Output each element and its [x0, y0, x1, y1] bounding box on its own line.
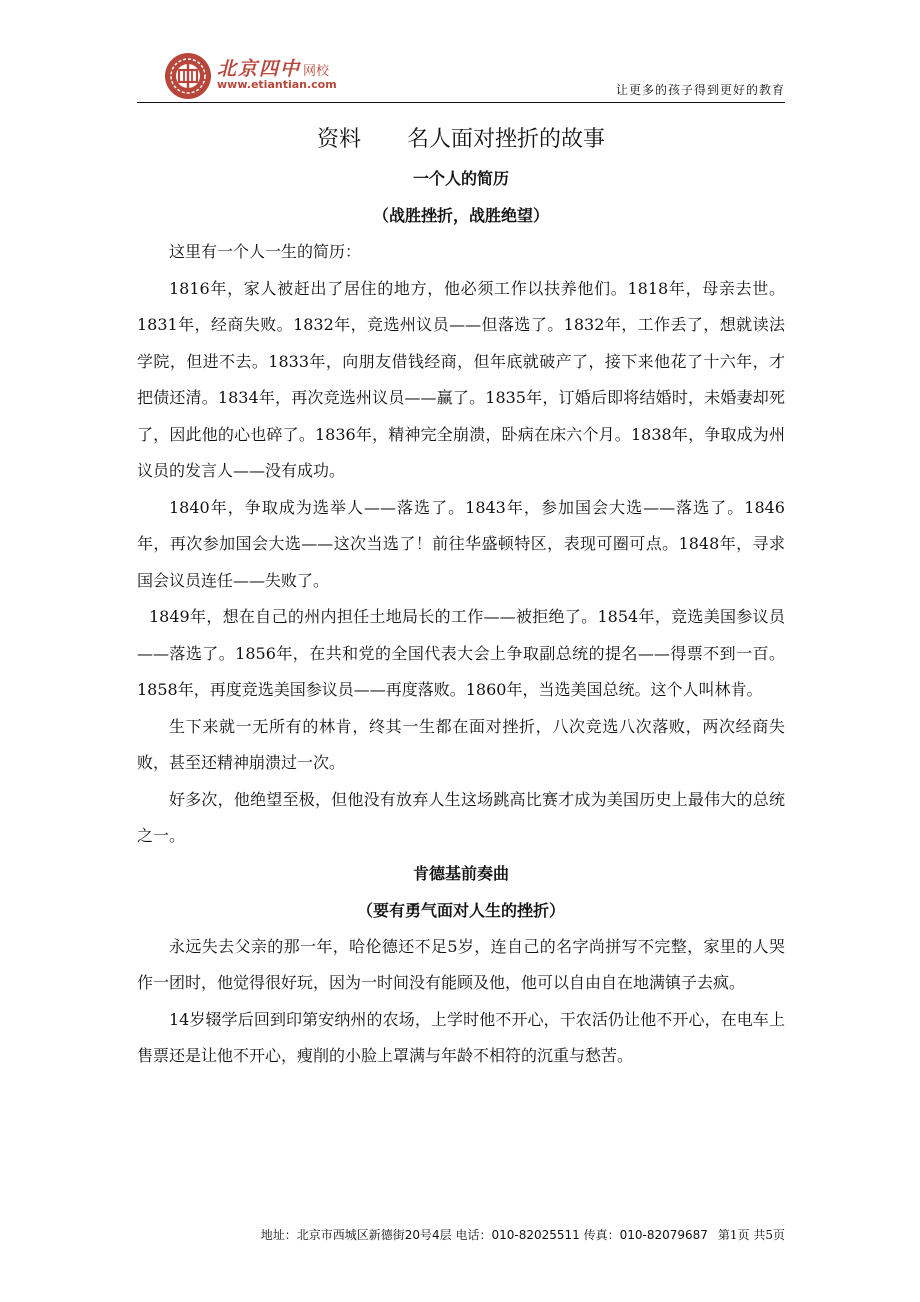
header-divider: [137, 102, 785, 103]
school-logo-icon: [165, 53, 211, 99]
title-text: 名人面对挫折的故事: [407, 127, 606, 152]
paragraph: 好多次，他绝望至极，但他没有放弃人生这场跳高比赛才成为美国历史上最伟大的总统之一。: [137, 789, 785, 845]
brand-url: www.etiantian.com: [217, 78, 337, 91]
section-heading: 一个人的简历: [412, 169, 509, 188]
paragraph: 14岁辍学后回到印第安纳州的农场，上学时他不开心，干农活仍让他不开心，在电车上售票还是让他不开心，瘦削的小脸上罩满与年龄不相符的沉重与愁苦。: [137, 1009, 785, 1065]
section-kfc: [137, 855, 785, 1075]
page-title: [137, 120, 785, 160]
header-slogan: 让更多的孩子得到更好的教育: [615, 83, 785, 97]
section-lincoln: [137, 160, 785, 855]
paragraph: 1816年，家人被赶出了居住的地方，他必须工作以扶养他们。1818年，母亲去世。1831年，经商失败。1832年，竞选州议员——但落选了。1832年，工作丢了，想就读法学院，但进不去。1833年，向朋友借钱经商，但年底就破产了，接下来他花了十六年，才把债还清。1834年，再次竞选州议员——赢了。1835年，订婚后即将结婚时，未婚妻却死了，因此他的心也碎了。1836年，精神完全崩溃，卧病在床六个月。1838年，争取成为州议员的发言人——没有成功。: [137, 278, 785, 480]
paragraph: 生下来就一无所有的林肯，终其一生都在面对挫折，八次竞选八次落败，两次经商失败，甚至还精神崩溃过一次。: [137, 716, 785, 772]
page-number: 第1页 共5页: [717, 1228, 785, 1242]
title-prefix: 资料: [316, 127, 361, 152]
section-subheading: （要有勇气面对人生的挫折）: [356, 900, 565, 920]
brand-suffix: 网校: [303, 64, 330, 79]
page-header: [137, 48, 785, 106]
document-body: [137, 112, 785, 1075]
footer-address: 地址：北京市西城区新德街20号4层 电话：010-82025511 传真：010-82079687: [260, 1228, 708, 1242]
brand-name: 北京四中 网校: [217, 58, 330, 80]
page-footer: [150, 1226, 785, 1243]
paragraph: 1849年，想在自己的州内担任土地局长的工作——被拒绝了。1854年，竞选美国参议员——落选了。1856年，在共和党的全国代表大会上争取副总统的提名——得票不到一百。1858年，再度竞选美国参议员——再度落败。1860年，当选美国总统。这个人叫林肯。: [137, 607, 785, 699]
section-subheading: （战胜挫折，战胜绝望）: [372, 206, 549, 225]
section-heading: 肯德基前奏曲: [412, 863, 509, 883]
paragraph: 这里有一个人一生的简历：: [169, 242, 362, 261]
paragraph: 1840年，争取成为选举人——落选了。1843年，参加国会大选——落选了。1846年，再次参加国会大选——这次当选了！前往华盛顿特区，表现可圈可点。1848年，寻求国会议员连任——失败了。: [137, 497, 785, 590]
paragraph: 永远失去父亲的那一年，哈伦德还不足5岁，连自己的名字尚拼写不完整，家里的人哭作一团时，他觉得很好玩，因为一时间没有能顾及他，他可以自由自在地满镇子去疯。: [137, 936, 785, 992]
